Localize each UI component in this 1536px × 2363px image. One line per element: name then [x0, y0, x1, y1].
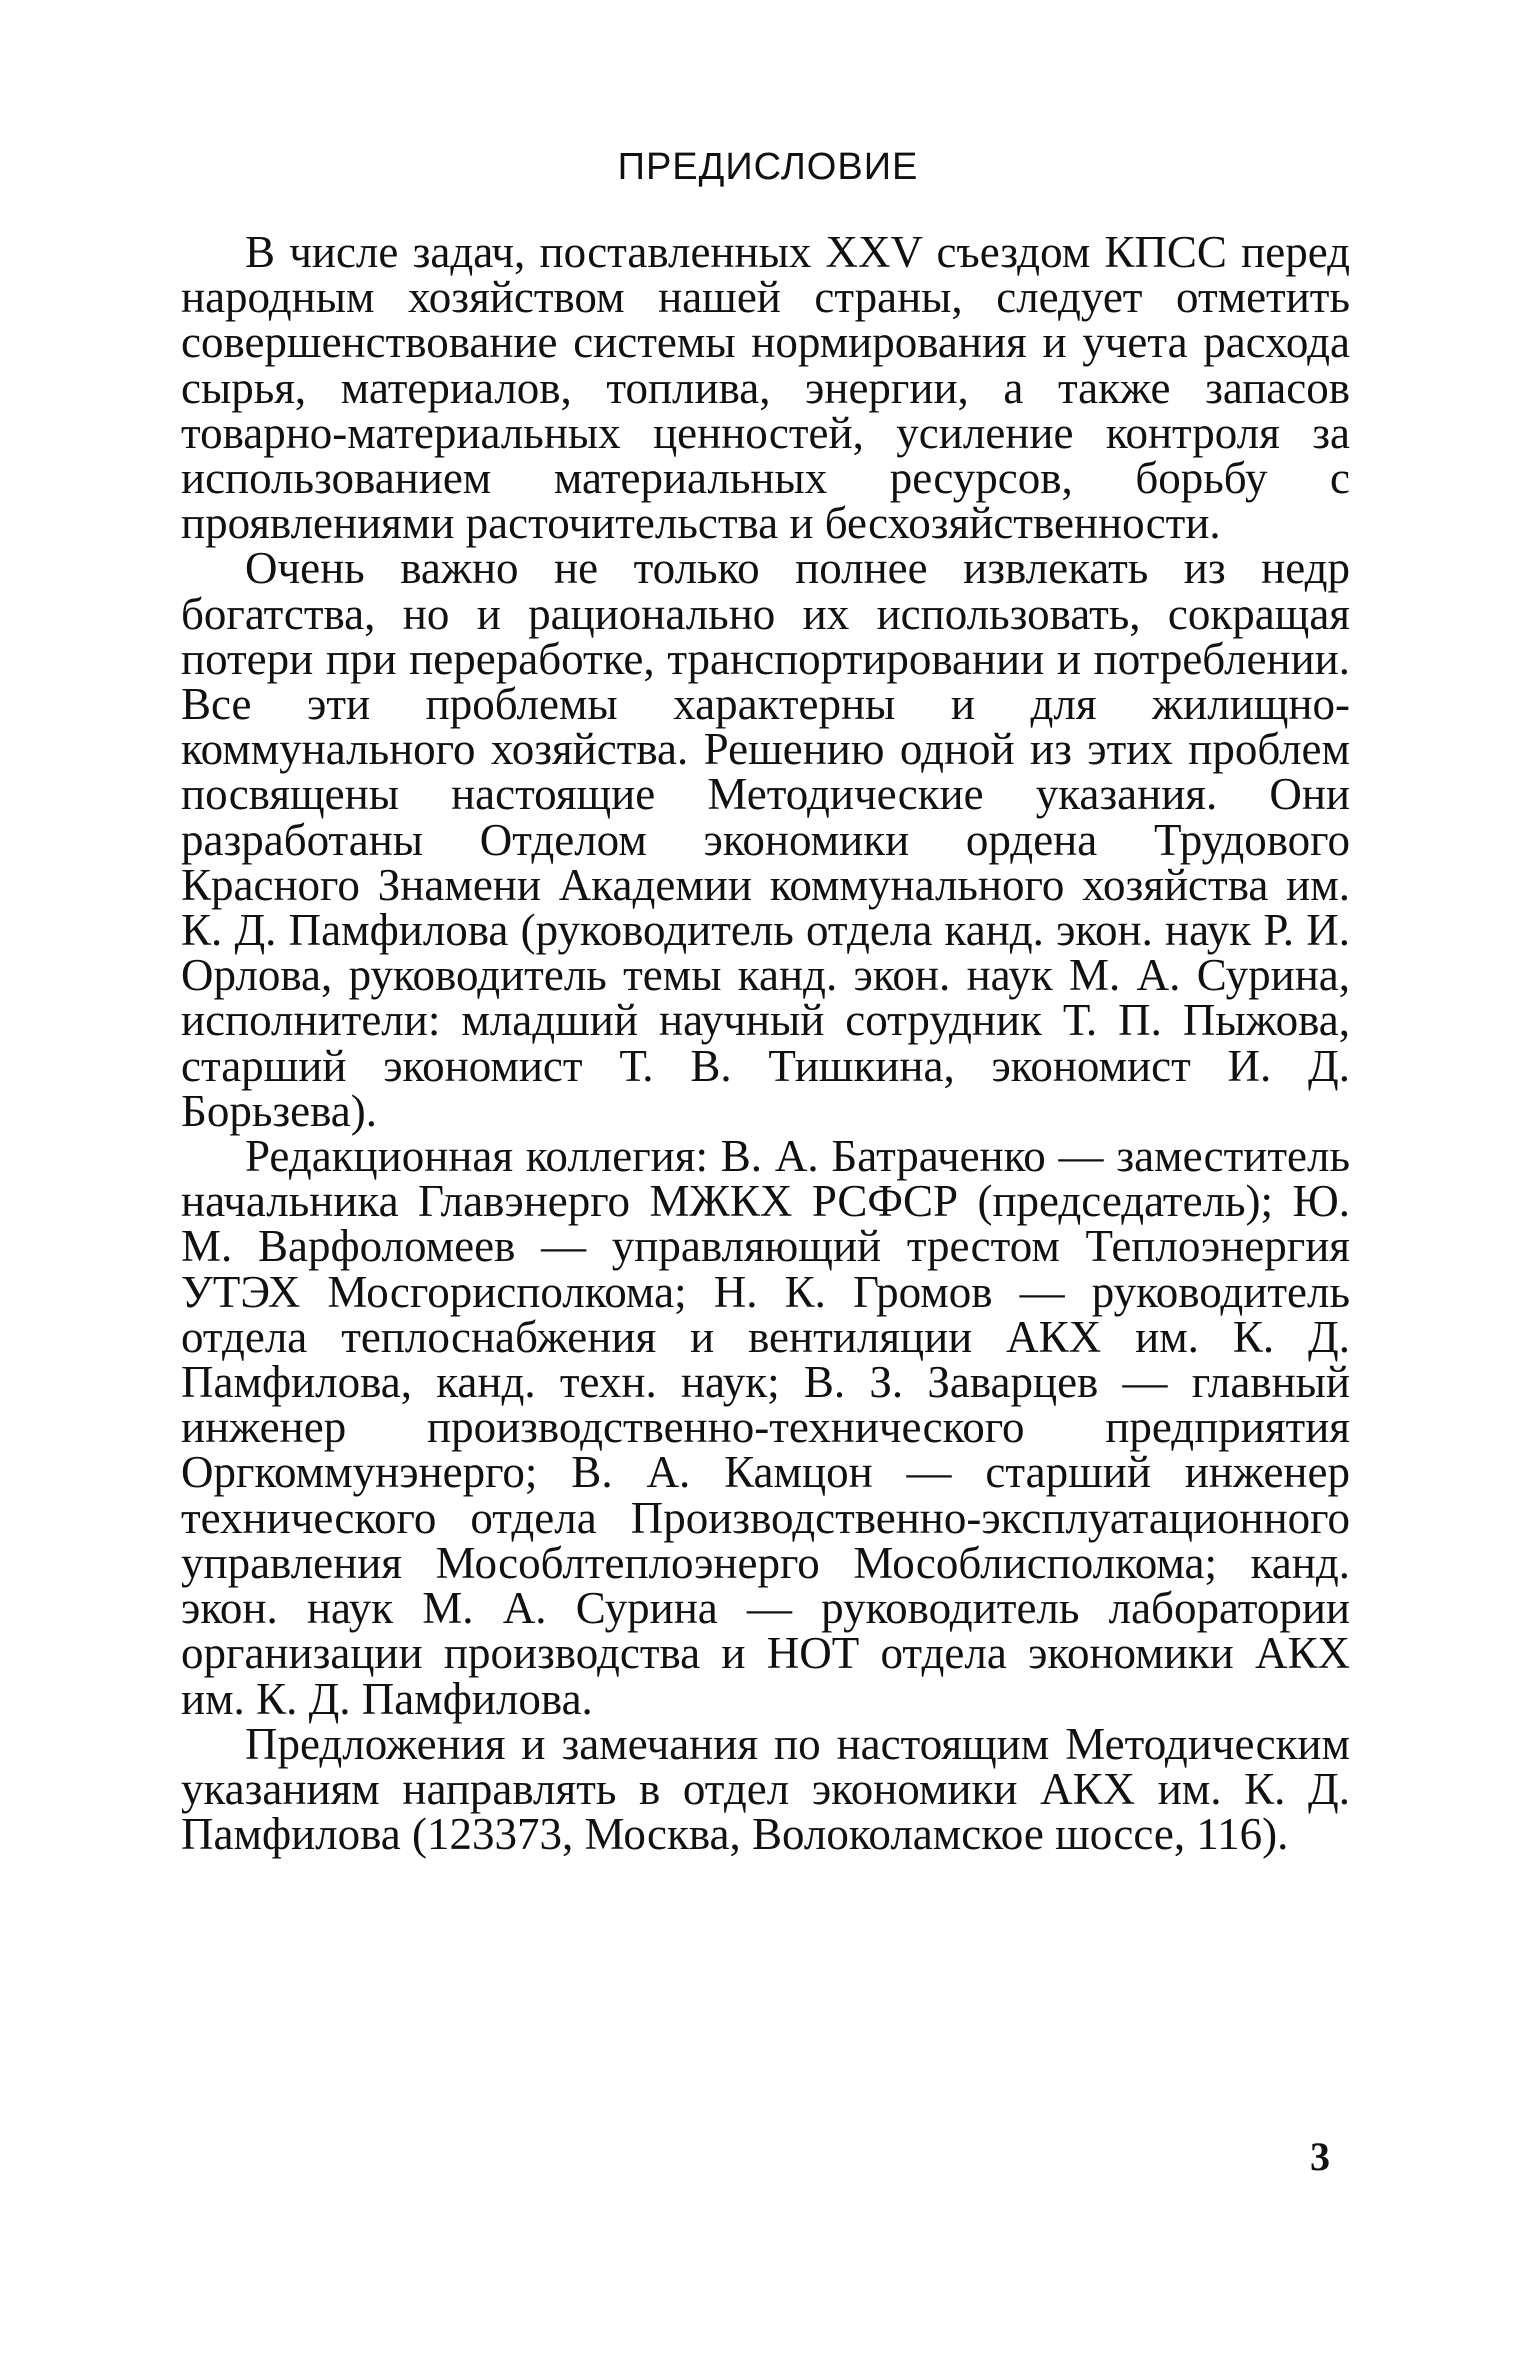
page-number: 3 — [1310, 2134, 1330, 2179]
page-title: ПРЕДИСЛОВИЕ — [617, 146, 919, 188]
paragraph-tasks: В числе задач, поставленных XXV съездом КПСС перед народным хозяйством нашей страны, следует отметить совершенствование системы нормирования и учета расхода сырья, материалов, топлива, энергии, а также запасов товарно-материальных ценностей, усиление контроля за использованием материальных ресурсов, борьбу с проявлениями расточительства и бесхозяйственности. — [181, 227, 1350, 549]
preface-body — [181, 227, 1350, 1860]
paragraph-editorial-board: Редакционная коллегия: В. А. Батраченко — заместитель начальника Главэнерго МЖКХ РСФСР (председатель); Ю. М. Варфоломеев — управляющий трестом Теплоэнергия УТЭХ Мосгорисполкома; Н. К. Громов — руководитель отдела теплоснабжения и вентиляции АКХ им. К. Д. Памфилова, канд. техн. наук; В. З. Заварцев — главный инженер производственно-технического предприятия Оргкоммунэнерго; В. А. Камцон — старший инженер технического отдела Производственно-эксплуатационного управления Мособлтеплоэнерго Мособлисполкома; канд. экон. наук М. А. Сурина — руководитель лаборатории организации производства и НОТ отдела экономики АКХ им. К. Д. Памфилова. — [181, 1131, 1350, 1724]
paragraph-methodology: Очень важно не только полнее извлекать из недр богатства, но и рационально их использовать, сокращая потери при переработке, транспортировании и потреблении. Все эти проблемы характерны и для жилищно-коммунального хозяйства. Решению одной из этих проблем посвящены настоящие Методические указания. Они разработаны Отделом экономики ордена Трудового Красного Знамени Академии коммунального хозяйства им. К. Д. Памфилова (руководитель отдела канд. экон. наук Р. И. Орлова, руководитель темы канд. экон. наук М. А. Сурина, исполнители: младший научный сотрудник Т. П. Пыжова, старший экономист Т. В. Тишкина, экономист И. Д. Борьзева). — [181, 543, 1350, 1136]
paragraph-feedback: Предложения и замечания по настоящим Методическим указаниям направлять в отдел экономики АКХ им. К. Д. Памфилова (123373, Москва, Волоколамское шоссе, 116). — [181, 1718, 1350, 1860]
